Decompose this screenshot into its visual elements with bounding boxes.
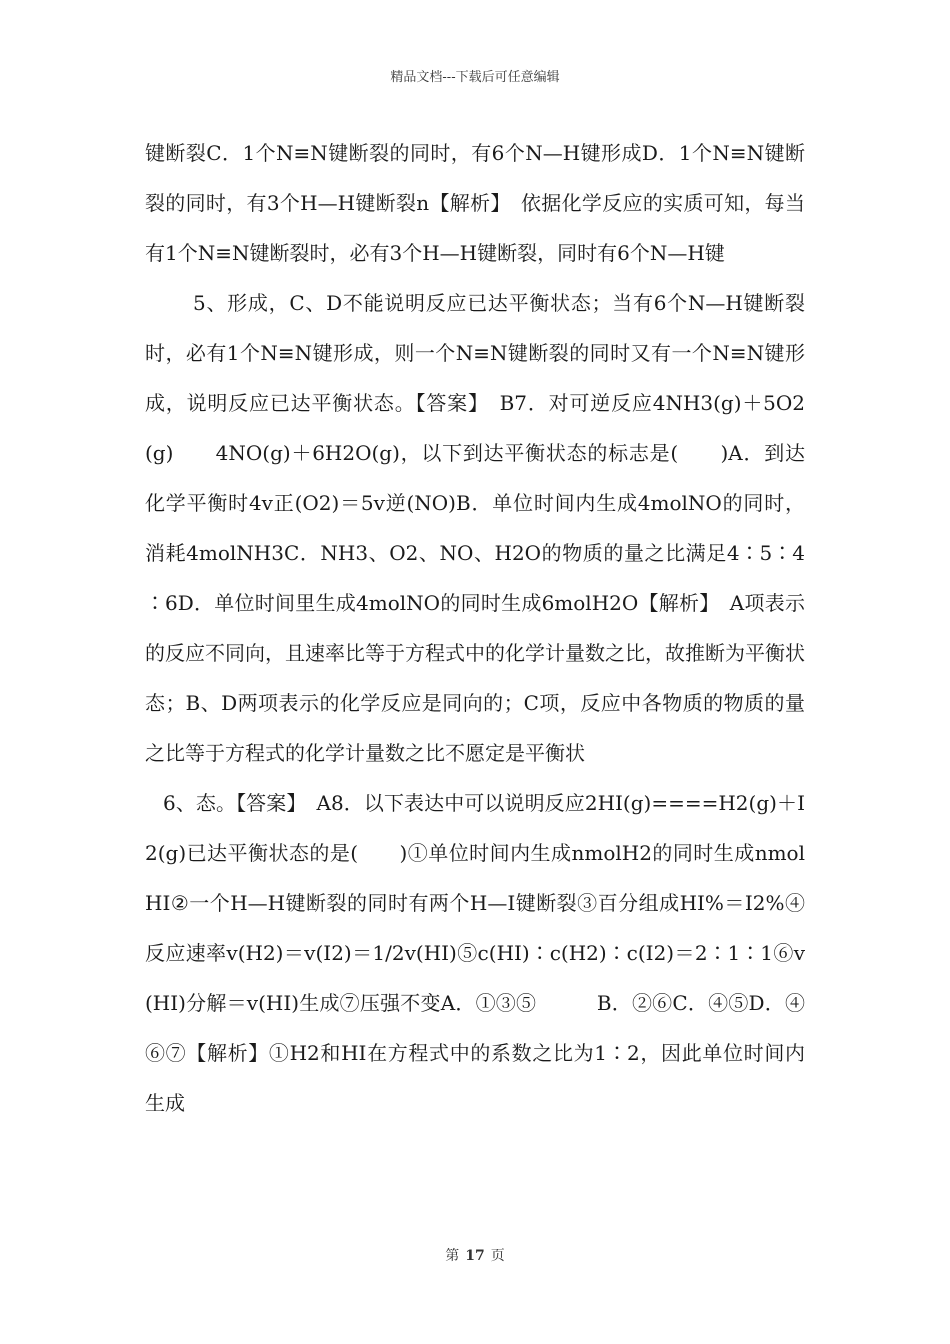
- page-number: 17: [465, 1248, 485, 1264]
- header-text: 精品文档---下载后可任意编辑: [390, 70, 560, 85]
- footer-prefix: 第: [445, 1248, 460, 1264]
- footer-suffix: 页: [490, 1248, 505, 1264]
- paragraph-1: 键断裂C．1个N≡N键断裂的同时，有6个N—H键形成D．1个N≡N键断裂的同时，有3个H—H键断裂n【解析】 依据化学反应的实质可知，每当有1个N≡N键断裂时，必有3个H—H键断裂，同时有6个N—H键: [145, 141, 805, 265]
- page-footer: [0, 1245, 950, 1265]
- paragraph-2: 5、形成，C、D不能说明反应已达平衡状态；当有6个N—H键断裂时，必有1个N≡N键形成，则一个N≡N键断裂的同时又有一个N≡N键形成，说明反应已达平衡状态。【答案】 B7．对可逆反应4NH3(g)＋5O2(g) 4NO(g)＋6H2O(g)，以下到达平衡状态的标志是( )A．到达化学平衡时4v正(O2)＝5v逆(NO)B．单位时间内生成4molNO的同时，消耗4molNH3C．NH3、O2、NO、H2O的物质的量之比满足4∶5∶4∶6D．单位时间里生成4molNO的同时生成6molH2O【解析】 A项表示的反应不同向，且速率比等于方程式中的化学计量数之比，故推断为平衡状态；B、D两项表示的化学反应是同向的；C项，反应中各物质的物质的量之比等于方程式的化学计量数之比不愿定是平衡状: [145, 291, 805, 765]
- document-body: [145, 128, 805, 1128]
- page-header: [0, 66, 950, 85]
- paragraph-3: 6、态。【答案】 A8．以下表达中可以说明反应2HI(g)====H2(g)＋I2(g)已达平衡状态的是( )①单位时间内生成nmolH2的同时生成nmolHI②一个H—H键断裂的同时有两个H—I键断裂③百分组成HI%＝I2%④反应速率v(H2)＝v(I2)＝1/2v(HI)⑤c(HI)∶c(H2)∶c(I2)＝2∶1∶1⑥v(HI)分解＝v(HI)生成⑦压强不变A．①③⑤ B．②⑥C．④⑤D．④⑥⑦【解析】①H2和HI在方程式中的系数之比为1∶2，因此单位时间内生成: [145, 791, 805, 1115]
